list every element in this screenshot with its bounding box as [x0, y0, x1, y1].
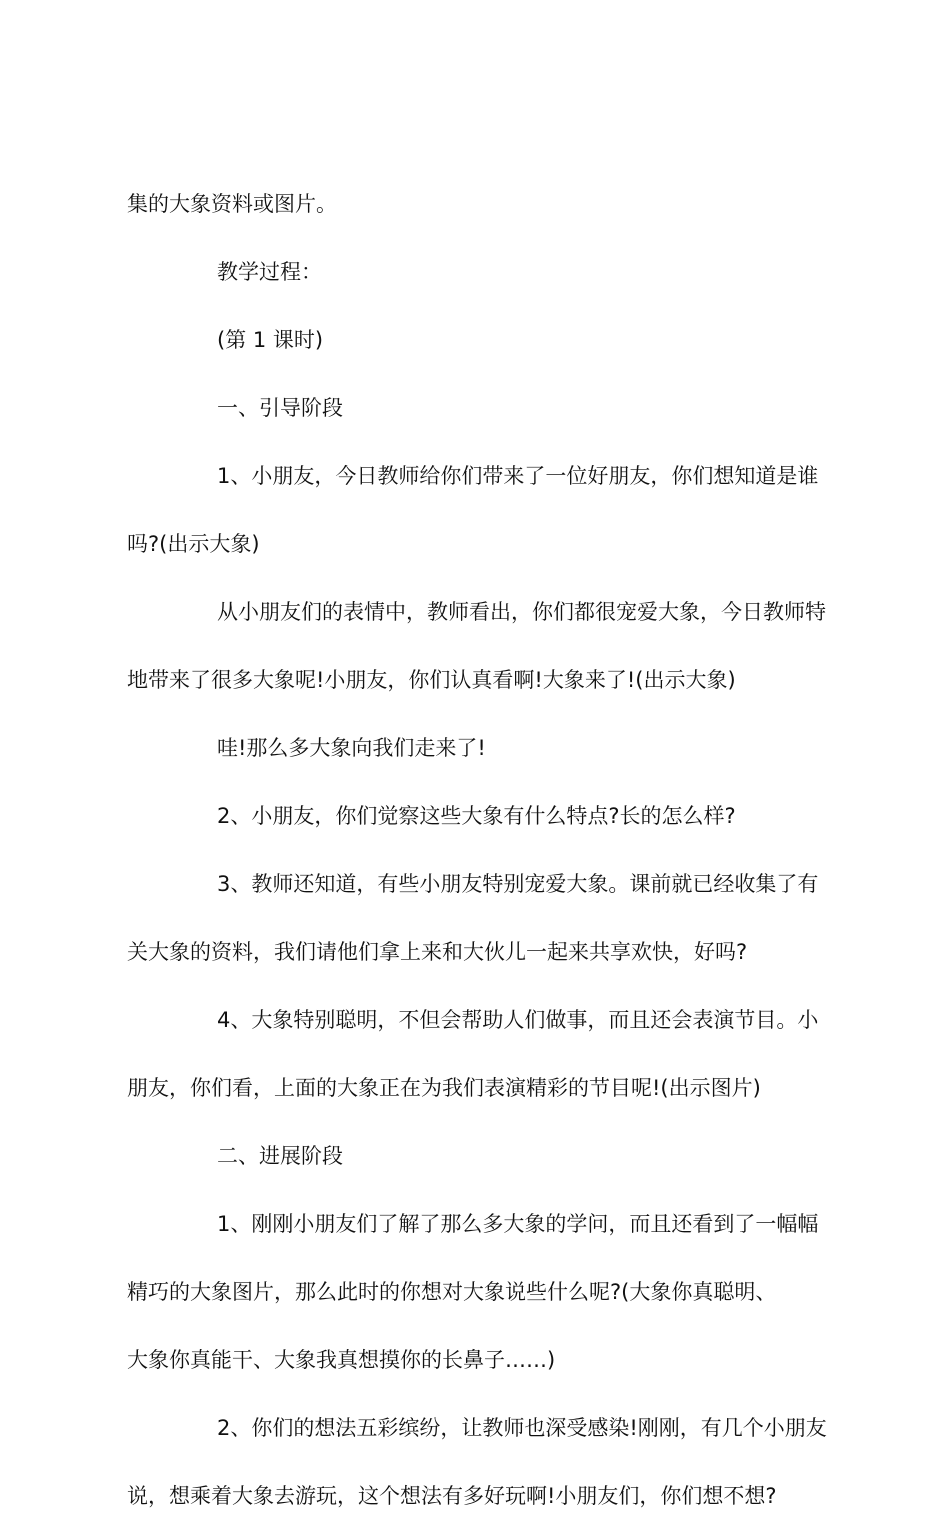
text-line: 说，想乘着大象去游玩，这个想法有多好玩啊!小朋友们，你们想不想?	[127, 1484, 777, 1508]
paragraph-continuation	[127, 520, 833, 588]
section-heading	[127, 384, 833, 452]
paragraph	[127, 792, 833, 860]
paragraph	[127, 1200, 833, 1268]
paragraph	[127, 452, 833, 520]
text-line: 3、教师还知道，有些小朋友特别宠爱大象。课前就已经收集了有	[217, 872, 819, 896]
paragraph-continuation	[127, 928, 833, 996]
text-line: 吗?(出示大象)	[127, 532, 260, 556]
text-line: 朋友，你们看，上面的大象正在为我们表演精彩的节目呢!(出示图片)	[127, 1076, 761, 1100]
paragraph-continuation	[127, 1472, 833, 1540]
text-line: 哇!那么多大象向我们走来了!	[217, 736, 486, 760]
text-line: (第 1 课时)	[217, 328, 324, 352]
paragraph	[127, 248, 833, 316]
text-line: 大象你真能干、大象我真想摸你的长鼻子……)	[127, 1348, 556, 1372]
paragraph	[127, 860, 833, 928]
text-line: 1、刚刚小朋友们了解了那么多大象的学问，而且还看到了一幅幅	[217, 1212, 819, 1236]
paragraph-continuation	[127, 1268, 833, 1336]
paragraph	[127, 724, 833, 792]
section-heading	[127, 1132, 833, 1200]
text-line: 从小朋友们的表情中，教师看出，你们都很宠爱大象，今日教师特	[217, 600, 826, 624]
paragraph	[127, 996, 833, 1064]
text-line: 地带来了很多大象呢!小朋友，你们认真看啊!大象来了!(出示大象)	[127, 668, 736, 692]
text-line: 精巧的大象图片，那么此时的你想对大象说些什么呢?(大象你真聪明、	[127, 1280, 777, 1304]
text-line: 教学过程：	[217, 260, 322, 284]
paragraph-continuation	[127, 656, 833, 724]
document-body	[127, 180, 833, 1540]
text-line: 集的大象资料或图片。	[127, 192, 337, 216]
text-line: 2、小朋友，你们觉察这些大象有什么特点?长的怎么样?	[217, 804, 736, 828]
text-line: 关大象的资料，我们请他们拿上来和大伙儿一起来共享欢快，好吗?	[127, 940, 748, 964]
text-line: 一、引导阶段	[217, 396, 343, 420]
paragraph	[127, 588, 833, 656]
paragraph-continuation	[127, 1064, 833, 1132]
paragraph	[127, 316, 833, 384]
paragraph	[127, 1404, 833, 1472]
text-line: 2、你们的想法五彩缤纷，让教师也深受感染!刚刚，有几个小朋友	[217, 1416, 827, 1440]
paragraph-continuation	[127, 1336, 833, 1404]
text-line: 1、小朋友，今日教师给你们带来了一位好朋友，你们想知道是谁	[217, 464, 819, 488]
text-line: 4、大象特别聪明，不但会帮助人们做事，而且还会表演节目。小	[217, 1008, 819, 1032]
paragraph	[127, 180, 833, 248]
text-line: 二、进展阶段	[217, 1144, 343, 1168]
